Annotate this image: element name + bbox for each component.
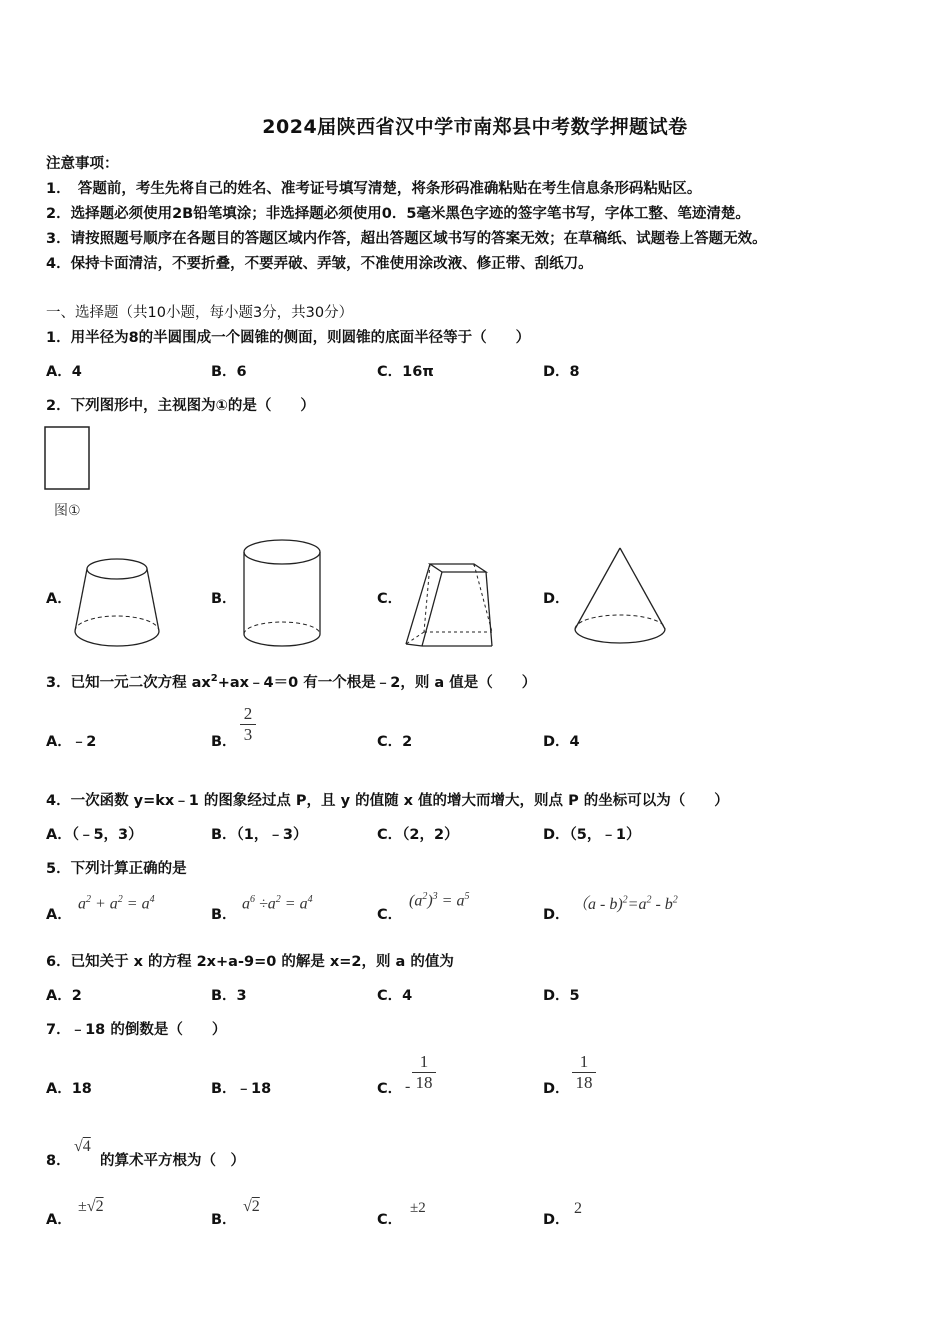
q7-stem: 7．﹣18 的倒数是（ ） [46, 1022, 227, 1038]
notice-item-4: 4．保持卡面清洁，不要折叠，不要弄破、弄皱，不准使用涂改液、修正带、刮纸刀。 [46, 256, 593, 272]
q5-option-d[interactable]: D． [543, 907, 570, 923]
q7-option-b[interactable]: B．﹣18 [211, 1081, 272, 1097]
q8-option-a[interactable]: A． [46, 1212, 72, 1228]
q6-option-b[interactable]: B．3 [211, 988, 247, 1004]
q2-stem: 2．下列图形中，主视图为①的是（ ） [46, 398, 315, 414]
q6-option-c[interactable]: C．4 [377, 988, 413, 1004]
q4-option-c[interactable]: C．（2，2） [377, 827, 459, 843]
q8-option-b[interactable]: B． [211, 1212, 237, 1228]
q3-option-b[interactable]: B． [211, 734, 237, 750]
q7-option-c[interactable]: C． [377, 1081, 403, 1097]
q4-option-d[interactable]: D．（5，﹣1） [543, 827, 641, 843]
q6-option-a[interactable]: A．2 [46, 988, 82, 1004]
q7-option-d[interactable]: D． [543, 1081, 570, 1097]
q3-stem: 3．已知一元二次方程 $ax^2+ax﹣4=0$ 有一个根是﹣2，则 a 值是（ ） [46, 673, 537, 691]
q3-option-c[interactable]: C．2 [377, 734, 413, 750]
q5-option-b[interactable]: B． [211, 907, 237, 923]
q5-option-c[interactable]: C． [377, 907, 403, 923]
q4-stem: 4．一次函数 y=kx﹣1 的图象经过点 P，且 y 的值随 x 值的增大而增大，则点 P 的坐标可以为（ ） [46, 793, 729, 809]
figure-1-label: 图① [54, 503, 81, 519]
q1-option-d[interactable]: D．8 [543, 364, 580, 380]
q8-option-c[interactable]: C． [377, 1212, 403, 1228]
q1-option-c[interactable]: C．16π [377, 364, 434, 380]
q5-option-a[interactable]: A． [46, 907, 72, 923]
q5-option-b-formula: $a^6 \div a^2 = a^4$ [242, 894, 313, 913]
q7-option-c-fraction: 1 18 [412, 1052, 436, 1093]
q4-option-b[interactable]: B．（1，﹣3） [211, 827, 308, 843]
page-title: 2024届陕西省汉中学市南郑县中考数学押题试卷 [262, 116, 688, 138]
q1-stem: 1．用半径为8的半圆围成一个圆锥的侧面，则圆锥的底面半径等于（ ） [46, 330, 531, 346]
q3-option-a[interactable]: A．﹣2 [46, 734, 97, 750]
figure-1-rectangle [44, 426, 92, 492]
q8-radical: √4 [74, 1138, 91, 1155]
notice-item-2: 2．选择题必须使用2B铅笔填涂；非选择题必须使用0．5毫米黑色字迹的签字笔书写，字体工整、笔迹清楚。 [46, 206, 750, 222]
q5-option-a-formula: $a^2 + a^2 = a^4$ [78, 894, 155, 913]
cylinder-figure [240, 538, 326, 653]
q4-option-a[interactable]: A．（﹣5，3） [46, 827, 143, 843]
q8-stem: 的算术平方根为（ ） [100, 1153, 245, 1169]
q8-option-a-expr: ±√2 [78, 1198, 104, 1215]
notice-item-3: 3．请按照题号顺序在各题目的答题区域内作答，超出答题区域书写的答案无效；在草稿纸、试题卷上答题无效。 [46, 231, 767, 247]
q5-stem: 5．下列计算正确的是 [46, 861, 187, 877]
q8-number: 8． [46, 1153, 71, 1169]
q8-option-b-expr: √2 [243, 1198, 260, 1215]
q2-option-b[interactable]: B． [211, 591, 237, 607]
notice-item-1: 1． 答题前，考生先将自己的姓名、准考证号填写清楚，将条形码准确粘贴在考生信息条形码粘贴区。 [46, 181, 702, 197]
q5-option-c-formula: $(a^2)^3 = a^5$ [409, 891, 470, 910]
q2-option-d[interactable]: D． [543, 591, 570, 607]
frustum-figure [70, 555, 165, 655]
q8-option-d[interactable]: D． [543, 1212, 570, 1228]
prism-frustum-figure [402, 558, 497, 653]
q7-option-a[interactable]: A．18 [46, 1081, 92, 1097]
q2-option-c[interactable]: C． [377, 591, 403, 607]
q1-option-b[interactable]: B．6 [211, 364, 247, 380]
q3-option-b-fraction: 2 3 [240, 704, 256, 745]
section-heading: 一、选择题（共10小题，每小题3分，共30分） [46, 305, 354, 321]
cone-figure [570, 545, 670, 650]
q6-stem: 6．已知关于 x 的方程 2x+a-9=0 的解是 x=2，则 a 的值为 [46, 954, 454, 970]
q2-option-a[interactable]: A． [46, 591, 72, 607]
q5-option-d-formula: $(a - b)^2=a^2 - b^2$ [572, 894, 678, 913]
q8-option-c-expr: ±2 [410, 1200, 426, 1216]
q7-option-d-fraction: 1 18 [572, 1052, 596, 1093]
q8-option-d-expr: 2 [574, 1200, 582, 1217]
q7-option-c-sign: - [405, 1078, 411, 1095]
q3-option-d[interactable]: D．4 [543, 734, 580, 750]
notice-heading: 注意事项： [46, 156, 119, 172]
q1-option-a[interactable]: A．4 [46, 364, 82, 380]
q6-option-d[interactable]: D．5 [543, 988, 580, 1004]
